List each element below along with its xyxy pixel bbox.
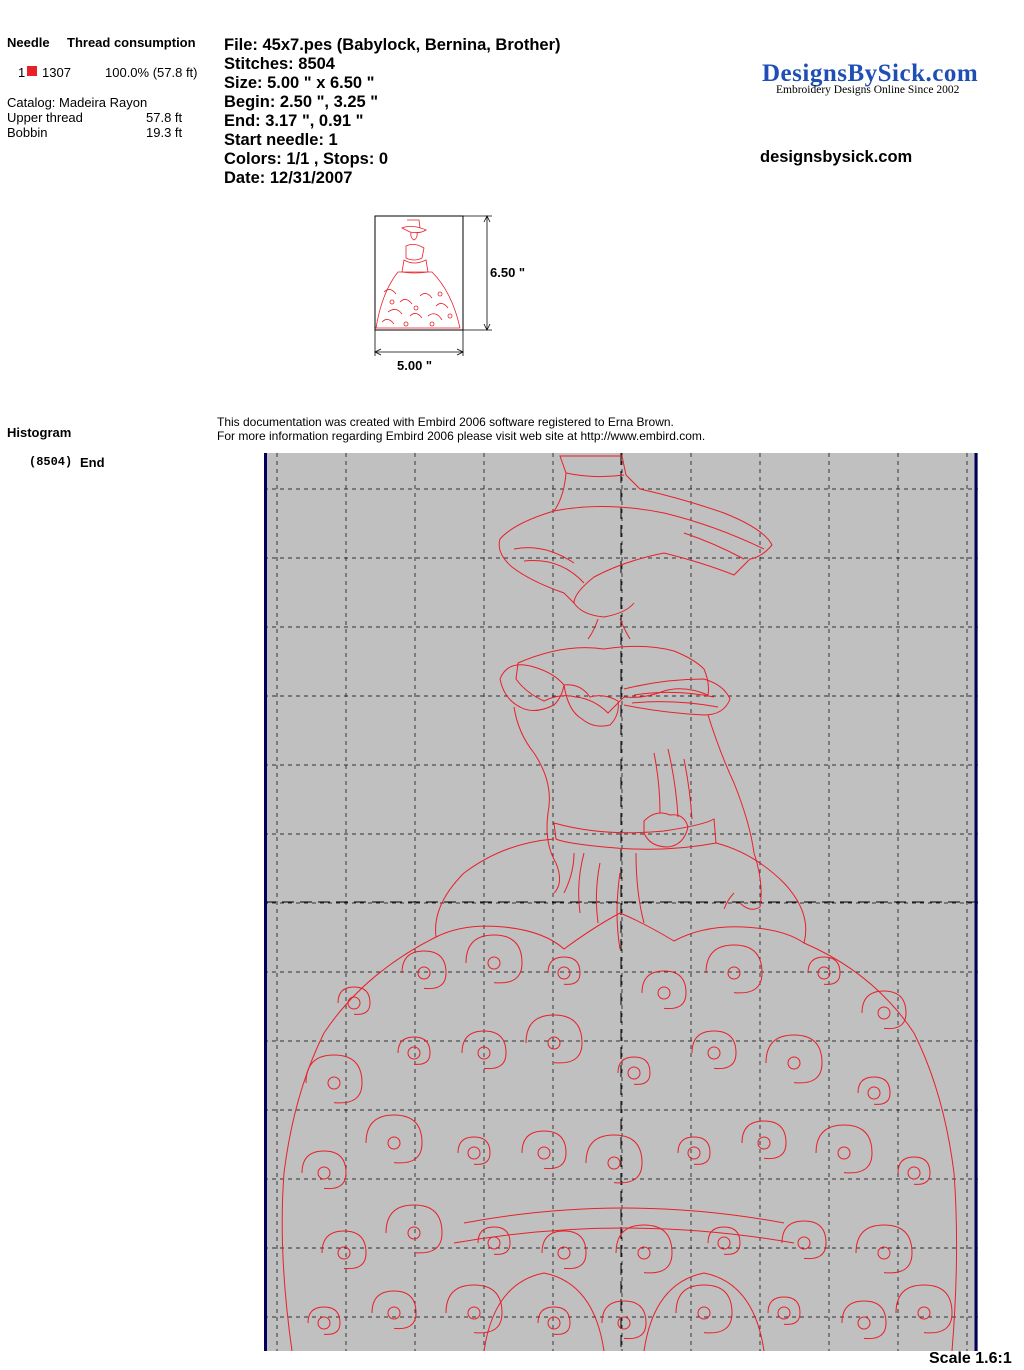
thumbnail-height-label: 6.50 "	[490, 265, 526, 280]
end-position: End: 3.17 ", 0.91 "	[224, 112, 364, 130]
logo-wordmark: DesignsBySick.com	[762, 60, 979, 87]
software-note-line-2: For more information regarding Embird 2006 please visit web site at http://www.embird.com.	[217, 429, 706, 443]
software-note-line-1: This documentation was created with Embird 2006 software registered to Erna Brown.	[217, 415, 674, 429]
site-url: designsbysick.com	[760, 148, 913, 166]
thread-consumption-header: Thread consumption	[67, 35, 196, 50]
begin-position: Begin: 2.50 ", 3.25 "	[224, 93, 379, 111]
needle-header: Needle	[7, 35, 50, 50]
histogram-title: Histogram	[7, 425, 72, 440]
histogram-count: (8504)	[29, 455, 73, 469]
thumbnail-width-label: 5.00 "	[397, 358, 433, 373]
design-date: Date: 12/31/2007	[224, 169, 353, 187]
histogram-end: End	[80, 455, 105, 470]
bobbin-value: 19.3 ft	[146, 125, 183, 140]
design-canvas	[264, 453, 978, 1351]
needle-number: 1	[18, 65, 26, 80]
catalog-label: Catalog: Madeira Rayon	[7, 95, 148, 110]
colors-stops: Colors: 1/1 , Stops: 0	[224, 150, 389, 168]
file-name: File: 45x7.pes (Babylock, Bernina, Brother)	[224, 36, 561, 54]
thread-code: 1307	[42, 65, 71, 80]
brand-logo	[762, 60, 992, 96]
start-needle: Start needle: 1	[224, 131, 338, 149]
bobbin-label: Bobbin	[7, 125, 48, 140]
upper-thread-label: Upper thread	[7, 110, 83, 125]
thumbnail-graphic	[370, 212, 540, 377]
software-note	[217, 415, 705, 443]
thread-color-swatch	[27, 66, 37, 76]
logo-tagline: Embroidery Designs Online Since 2002	[776, 84, 960, 96]
thread-consumption-value: 100.0% (57.8 ft)	[105, 65, 198, 80]
stitch-count: Stitches: 8504	[224, 55, 335, 73]
upper-thread-value: 57.8 ft	[146, 110, 183, 125]
file-info	[224, 36, 561, 188]
scale-label: Scale 1.6:1	[929, 1350, 1012, 1367]
design-size: Size: 5.00 " x 6.50 "	[224, 74, 375, 92]
